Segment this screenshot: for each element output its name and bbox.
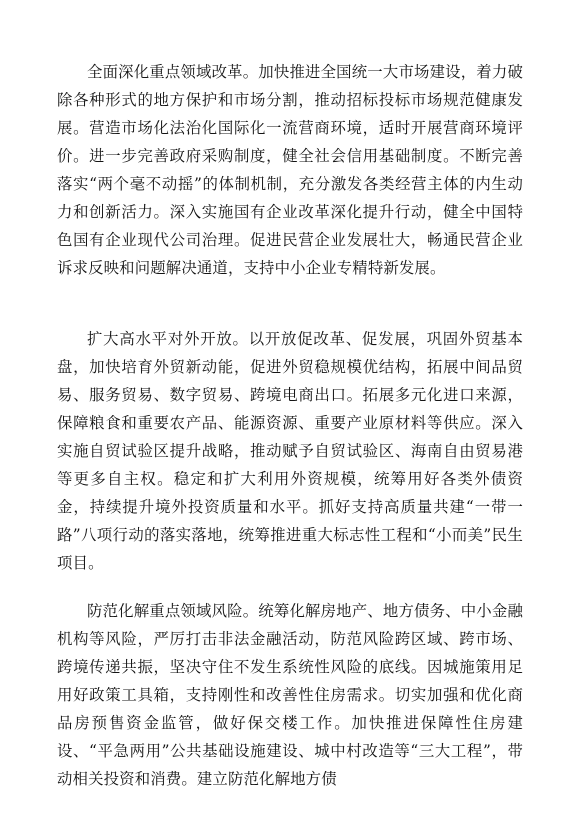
paragraph-opening-up: 扩大高水平对外开放。以开放促改革、促发展，巩固外贸基本盘，加快培育外贸新动能，促进外贸稳规模优结构，拓展中间品贸易、服务贸易、数字贸易、跨境电商出口。拓展多元化进口来源，保障粮食和重要农产品、能源资源、重要产业原材料等供应。深入实施自贸试验区提升战略，推动赋予自贸试验区、海南自由贸易港等更多自主权。稳定和扩大利用外资规模，统筹用好各类外债资金，持续提升境外投资质量和水平。抓好支持高质量共建“一带一路”八项行动的落实落地，统筹推进重大标志性工程和“小而美”民生项目。	[57, 330, 523, 572]
paragraph-risk-prevention: 防范化解重点领域风险。统筹化解房地产、地方债务、中小金融机构等风险，严厉打击非法金融活动，防范风险跨区域、跨市场、跨境传递共振，坚决守住不发生系统性风险的底线。因城施策用足用好政策工具箱，支持刚性和改善性住房需求。切实加强和优化商品房预售资金监管，做好保交楼工作。加快推进保障性住房建设、“平急两用”公共基础设施建设、城中村改造等“三大工程”，带动相关投资和消费。建立防范化解地方债	[57, 602, 523, 788]
paragraph-reform: 全面深化重点领域改革。加快推进全国统一大市场建设，着力破除各种形式的地方保护和市场分割，推动招标投标市场规范健康发展。营造市场化法治化国际化一流营商环境，适时开展营商环境评价。进一步完善政府采购制度，健全社会信用基础制度。不断完善落实“两个毫不动摇”的体制机制，充分激发各类经营主体的内生动力和创新活力。深入实施国有企业改革深化提升行动，健全中国特色国有企业现代公司治理。促进民营企业发展壮大，畅通民营企业诉求反映和问题解决通道，支持中小企业专精特新发展。	[57, 63, 523, 277]
